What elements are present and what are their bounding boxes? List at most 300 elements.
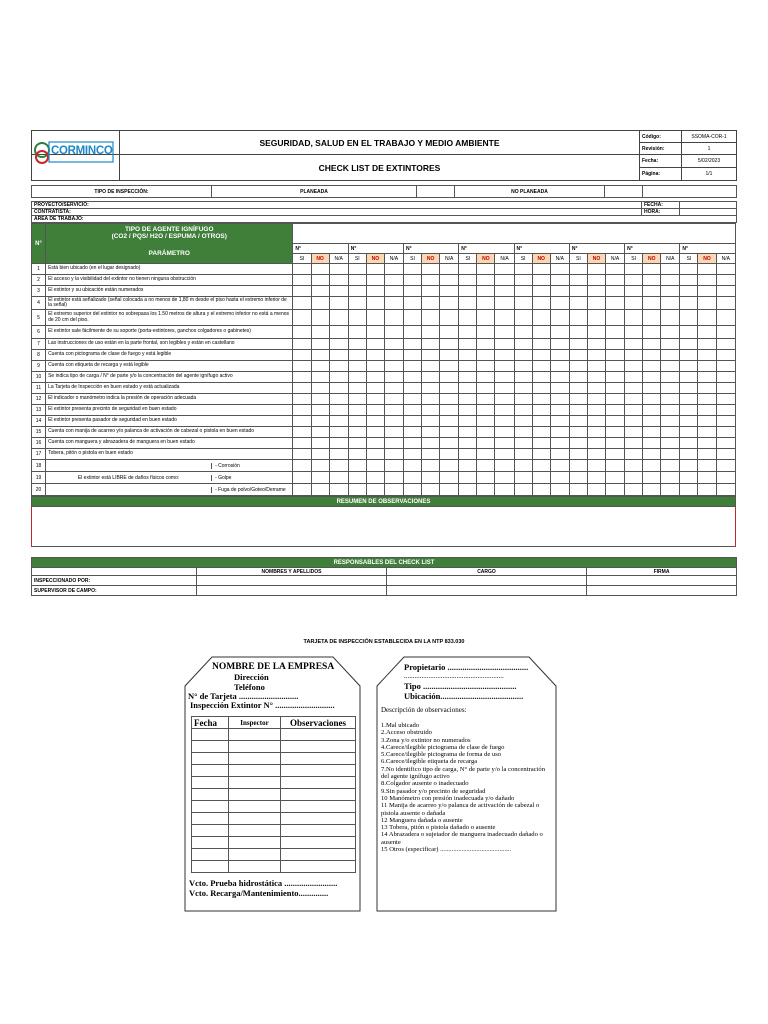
check-cell[interactable] bbox=[477, 416, 495, 427]
check-cell[interactable] bbox=[569, 350, 587, 361]
check-cell[interactable] bbox=[514, 339, 532, 350]
check-cell[interactable] bbox=[477, 427, 495, 438]
check-cell[interactable] bbox=[384, 438, 403, 449]
check-cell[interactable] bbox=[422, 310, 440, 326]
check-cell[interactable] bbox=[403, 427, 421, 438]
check-cell[interactable] bbox=[293, 383, 311, 394]
check-cell[interactable] bbox=[643, 449, 661, 460]
card-log-cell[interactable] bbox=[281, 777, 356, 789]
check-cell[interactable] bbox=[532, 484, 550, 496]
card-log-cell[interactable] bbox=[281, 765, 356, 777]
check-cell[interactable] bbox=[532, 383, 550, 394]
check-cell[interactable] bbox=[680, 472, 698, 484]
check-cell[interactable] bbox=[422, 484, 440, 496]
check-cell[interactable] bbox=[348, 264, 366, 275]
check-cell[interactable] bbox=[477, 275, 495, 286]
check-cell[interactable] bbox=[311, 326, 329, 339]
check-cell[interactable] bbox=[643, 427, 661, 438]
check-cell[interactable] bbox=[514, 427, 532, 438]
check-cell[interactable] bbox=[384, 361, 403, 372]
check-cell[interactable] bbox=[348, 405, 366, 416]
check-cell[interactable] bbox=[293, 372, 311, 383]
check-cell[interactable] bbox=[569, 286, 587, 297]
check-cell[interactable] bbox=[680, 460, 698, 472]
check-cell[interactable] bbox=[716, 416, 735, 427]
check-cell[interactable] bbox=[311, 339, 329, 350]
check-cell[interactable] bbox=[587, 310, 605, 326]
check-cell[interactable] bbox=[587, 275, 605, 286]
check-cell[interactable] bbox=[311, 460, 329, 472]
check-cell[interactable] bbox=[459, 339, 477, 350]
check-cell[interactable] bbox=[459, 372, 477, 383]
check-cell[interactable] bbox=[403, 460, 421, 472]
check-cell[interactable] bbox=[643, 438, 661, 449]
check-cell[interactable] bbox=[680, 264, 698, 275]
check-cell[interactable] bbox=[661, 310, 680, 326]
check-cell[interactable] bbox=[550, 310, 569, 326]
check-cell[interactable] bbox=[716, 460, 735, 472]
check-cell[interactable] bbox=[661, 339, 680, 350]
check-cell[interactable] bbox=[680, 394, 698, 405]
check-cell[interactable] bbox=[698, 449, 716, 460]
check-cell[interactable] bbox=[459, 350, 477, 361]
check-cell[interactable] bbox=[366, 449, 384, 460]
check-cell[interactable] bbox=[366, 484, 384, 496]
check-cell[interactable] bbox=[532, 460, 550, 472]
check-cell[interactable] bbox=[550, 460, 569, 472]
check-cell[interactable] bbox=[477, 438, 495, 449]
check-cell[interactable] bbox=[440, 297, 459, 310]
check-cell[interactable] bbox=[514, 472, 532, 484]
check-cell[interactable] bbox=[422, 286, 440, 297]
card-log-cell[interactable] bbox=[281, 741, 356, 753]
check-cell[interactable] bbox=[366, 372, 384, 383]
check-cell[interactable] bbox=[422, 361, 440, 372]
card-log-cell[interactable] bbox=[229, 801, 281, 813]
check-cell[interactable] bbox=[348, 416, 366, 427]
check-cell[interactable] bbox=[422, 383, 440, 394]
check-cell[interactable] bbox=[495, 438, 514, 449]
check-cell[interactable] bbox=[293, 449, 311, 460]
check-cell[interactable] bbox=[477, 484, 495, 496]
check-cell[interactable] bbox=[587, 326, 605, 339]
check-cell[interactable] bbox=[477, 472, 495, 484]
check-cell[interactable] bbox=[532, 449, 550, 460]
check-cell[interactable] bbox=[366, 339, 384, 350]
check-cell[interactable] bbox=[532, 372, 550, 383]
check-cell[interactable] bbox=[698, 310, 716, 326]
check-cell[interactable] bbox=[716, 449, 735, 460]
check-cell[interactable] bbox=[661, 326, 680, 339]
check-cell[interactable] bbox=[606, 484, 625, 496]
card-log-cell[interactable] bbox=[229, 861, 281, 873]
check-cell[interactable] bbox=[293, 405, 311, 416]
check-cell[interactable] bbox=[495, 416, 514, 427]
check-cell[interactable] bbox=[643, 460, 661, 472]
card-log-cell[interactable] bbox=[281, 753, 356, 765]
check-cell[interactable] bbox=[403, 339, 421, 350]
check-cell[interactable] bbox=[384, 326, 403, 339]
check-cell[interactable] bbox=[403, 310, 421, 326]
check-cell[interactable] bbox=[403, 472, 421, 484]
check-cell[interactable] bbox=[440, 275, 459, 286]
card-log-cell[interactable] bbox=[192, 753, 229, 765]
check-cell[interactable] bbox=[311, 394, 329, 405]
check-cell[interactable] bbox=[661, 350, 680, 361]
check-cell[interactable] bbox=[422, 326, 440, 339]
check-cell[interactable] bbox=[643, 383, 661, 394]
check-cell[interactable] bbox=[311, 264, 329, 275]
check-cell[interactable] bbox=[716, 484, 735, 496]
check-cell[interactable] bbox=[495, 339, 514, 350]
check-cell[interactable] bbox=[532, 326, 550, 339]
card-log-cell[interactable] bbox=[229, 741, 281, 753]
check-cell[interactable] bbox=[459, 361, 477, 372]
check-cell[interactable] bbox=[606, 264, 625, 275]
check-cell[interactable] bbox=[293, 472, 311, 484]
check-cell[interactable] bbox=[661, 484, 680, 496]
check-cell[interactable] bbox=[403, 264, 421, 275]
check-cell[interactable] bbox=[661, 460, 680, 472]
check-cell[interactable] bbox=[440, 460, 459, 472]
check-cell[interactable] bbox=[477, 372, 495, 383]
check-cell[interactable] bbox=[348, 339, 366, 350]
check-cell[interactable] bbox=[459, 394, 477, 405]
check-cell[interactable] bbox=[459, 310, 477, 326]
check-cell[interactable] bbox=[532, 405, 550, 416]
check-cell[interactable] bbox=[698, 416, 716, 427]
card-log-cell[interactable] bbox=[192, 765, 229, 777]
check-cell[interactable] bbox=[366, 350, 384, 361]
check-cell[interactable] bbox=[569, 264, 587, 275]
check-cell[interactable] bbox=[495, 472, 514, 484]
card-log-cell[interactable] bbox=[192, 789, 229, 801]
check-cell[interactable] bbox=[532, 361, 550, 372]
extinguisher-number-cell[interactable]: N° bbox=[680, 244, 736, 254]
card-log-cell[interactable] bbox=[281, 837, 356, 849]
check-cell[interactable] bbox=[680, 326, 698, 339]
check-cell[interactable] bbox=[680, 484, 698, 496]
check-cell[interactable] bbox=[569, 372, 587, 383]
check-cell[interactable] bbox=[532, 286, 550, 297]
check-cell[interactable] bbox=[716, 372, 735, 383]
check-cell[interactable] bbox=[384, 394, 403, 405]
card-log-cell[interactable] bbox=[192, 801, 229, 813]
check-cell[interactable] bbox=[606, 460, 625, 472]
check-cell[interactable] bbox=[643, 286, 661, 297]
check-cell[interactable] bbox=[384, 460, 403, 472]
check-cell[interactable] bbox=[625, 438, 643, 449]
supervisor-name-field[interactable] bbox=[197, 586, 387, 596]
card-log-cell[interactable] bbox=[229, 753, 281, 765]
check-cell[interactable] bbox=[625, 326, 643, 339]
check-cell[interactable] bbox=[606, 383, 625, 394]
check-cell[interactable] bbox=[550, 405, 569, 416]
check-cell[interactable] bbox=[422, 449, 440, 460]
check-cell[interactable] bbox=[440, 372, 459, 383]
check-cell[interactable] bbox=[587, 472, 605, 484]
check-cell[interactable] bbox=[459, 297, 477, 310]
check-cell[interactable] bbox=[459, 383, 477, 394]
check-cell[interactable] bbox=[293, 286, 311, 297]
check-cell[interactable] bbox=[625, 310, 643, 326]
check-cell[interactable] bbox=[587, 383, 605, 394]
check-cell[interactable] bbox=[643, 361, 661, 372]
check-cell[interactable] bbox=[680, 449, 698, 460]
check-cell[interactable] bbox=[569, 460, 587, 472]
check-cell[interactable] bbox=[495, 275, 514, 286]
check-cell[interactable] bbox=[569, 310, 587, 326]
check-cell[interactable] bbox=[514, 449, 532, 460]
check-cell[interactable] bbox=[514, 383, 532, 394]
check-cell[interactable] bbox=[680, 405, 698, 416]
card-log-cell[interactable] bbox=[281, 825, 356, 837]
check-cell[interactable] bbox=[384, 383, 403, 394]
check-cell[interactable] bbox=[366, 394, 384, 405]
check-cell[interactable] bbox=[366, 310, 384, 326]
check-cell[interactable] bbox=[403, 372, 421, 383]
check-cell[interactable] bbox=[698, 472, 716, 484]
check-cell[interactable] bbox=[495, 350, 514, 361]
check-cell[interactable] bbox=[569, 275, 587, 286]
check-cell[interactable] bbox=[680, 350, 698, 361]
check-cell[interactable] bbox=[311, 372, 329, 383]
check-cell[interactable] bbox=[587, 286, 605, 297]
check-cell[interactable] bbox=[606, 297, 625, 310]
check-cell[interactable] bbox=[550, 472, 569, 484]
check-cell[interactable] bbox=[514, 416, 532, 427]
check-cell[interactable] bbox=[366, 416, 384, 427]
check-cell[interactable] bbox=[477, 339, 495, 350]
check-cell[interactable] bbox=[606, 372, 625, 383]
check-cell[interactable] bbox=[348, 275, 366, 286]
check-cell[interactable] bbox=[569, 326, 587, 339]
check-cell[interactable] bbox=[550, 361, 569, 372]
check-cell[interactable] bbox=[440, 472, 459, 484]
check-cell[interactable] bbox=[569, 472, 587, 484]
check-cell[interactable] bbox=[550, 326, 569, 339]
check-cell[interactable] bbox=[661, 297, 680, 310]
check-cell[interactable] bbox=[661, 286, 680, 297]
check-cell[interactable] bbox=[477, 297, 495, 310]
check-cell[interactable] bbox=[403, 416, 421, 427]
check-cell[interactable] bbox=[643, 310, 661, 326]
check-cell[interactable] bbox=[495, 484, 514, 496]
check-cell[interactable] bbox=[514, 310, 532, 326]
extinguisher-number-cell[interactable]: N° bbox=[459, 244, 514, 254]
check-cell[interactable] bbox=[680, 383, 698, 394]
check-cell[interactable] bbox=[698, 350, 716, 361]
check-cell[interactable] bbox=[384, 416, 403, 427]
card-log-cell[interactable] bbox=[229, 729, 281, 741]
check-cell[interactable] bbox=[643, 297, 661, 310]
check-cell[interactable] bbox=[514, 405, 532, 416]
extinguisher-number-cell[interactable]: N° bbox=[348, 244, 403, 254]
check-cell[interactable] bbox=[440, 339, 459, 350]
check-cell[interactable] bbox=[680, 286, 698, 297]
check-cell[interactable] bbox=[625, 275, 643, 286]
check-cell[interactable] bbox=[514, 438, 532, 449]
check-cell[interactable] bbox=[680, 275, 698, 286]
check-cell[interactable] bbox=[348, 472, 366, 484]
check-cell[interactable] bbox=[348, 484, 366, 496]
check-cell[interactable] bbox=[329, 460, 348, 472]
check-cell[interactable] bbox=[422, 472, 440, 484]
check-cell[interactable] bbox=[311, 286, 329, 297]
check-cell[interactable] bbox=[495, 310, 514, 326]
check-cell[interactable] bbox=[311, 275, 329, 286]
check-cell[interactable] bbox=[698, 438, 716, 449]
check-cell[interactable] bbox=[403, 449, 421, 460]
check-cell[interactable] bbox=[698, 361, 716, 372]
check-cell[interactable] bbox=[477, 405, 495, 416]
check-cell[interactable] bbox=[550, 350, 569, 361]
check-cell[interactable] bbox=[514, 350, 532, 361]
check-cell[interactable] bbox=[698, 339, 716, 350]
check-cell[interactable] bbox=[716, 394, 735, 405]
check-cell[interactable] bbox=[366, 264, 384, 275]
check-cell[interactable] bbox=[643, 472, 661, 484]
check-cell[interactable] bbox=[698, 383, 716, 394]
check-cell[interactable] bbox=[569, 438, 587, 449]
check-cell[interactable] bbox=[587, 361, 605, 372]
check-cell[interactable] bbox=[532, 264, 550, 275]
check-cell[interactable] bbox=[550, 416, 569, 427]
check-cell[interactable] bbox=[587, 438, 605, 449]
check-cell[interactable] bbox=[606, 416, 625, 427]
check-cell[interactable] bbox=[514, 361, 532, 372]
check-cell[interactable] bbox=[625, 405, 643, 416]
check-cell[interactable] bbox=[311, 438, 329, 449]
check-cell[interactable] bbox=[311, 484, 329, 496]
check-cell[interactable] bbox=[625, 297, 643, 310]
check-cell[interactable] bbox=[329, 275, 348, 286]
check-cell[interactable] bbox=[514, 394, 532, 405]
card-log-cell[interactable] bbox=[229, 837, 281, 849]
card-log-cell[interactable] bbox=[192, 849, 229, 861]
check-cell[interactable] bbox=[348, 326, 366, 339]
inspected-sign-field[interactable] bbox=[587, 576, 737, 586]
check-cell[interactable] bbox=[366, 472, 384, 484]
check-cell[interactable] bbox=[495, 326, 514, 339]
check-cell[interactable] bbox=[384, 310, 403, 326]
check-cell[interactable] bbox=[661, 472, 680, 484]
check-cell[interactable] bbox=[661, 394, 680, 405]
check-cell[interactable] bbox=[477, 361, 495, 372]
check-cell[interactable] bbox=[625, 339, 643, 350]
check-cell[interactable] bbox=[348, 427, 366, 438]
check-cell[interactable] bbox=[606, 405, 625, 416]
check-cell[interactable] bbox=[348, 372, 366, 383]
check-cell[interactable] bbox=[440, 361, 459, 372]
check-cell[interactable] bbox=[329, 472, 348, 484]
supervisor-role-field[interactable] bbox=[387, 586, 587, 596]
check-cell[interactable] bbox=[311, 427, 329, 438]
check-cell[interactable] bbox=[587, 339, 605, 350]
check-cell[interactable] bbox=[459, 449, 477, 460]
extinguisher-number-cell[interactable]: N° bbox=[569, 244, 624, 254]
check-cell[interactable] bbox=[716, 297, 735, 310]
check-cell[interactable] bbox=[661, 264, 680, 275]
card-log-cell[interactable] bbox=[192, 729, 229, 741]
check-cell[interactable] bbox=[587, 350, 605, 361]
check-cell[interactable] bbox=[569, 449, 587, 460]
card-log-cell[interactable] bbox=[192, 837, 229, 849]
check-cell[interactable] bbox=[293, 275, 311, 286]
check-cell[interactable] bbox=[422, 438, 440, 449]
check-cell[interactable] bbox=[293, 460, 311, 472]
extinguisher-number-cell[interactable]: N° bbox=[403, 244, 458, 254]
check-cell[interactable] bbox=[403, 394, 421, 405]
check-cell[interactable] bbox=[532, 310, 550, 326]
check-cell[interactable] bbox=[587, 484, 605, 496]
check-cell[interactable] bbox=[532, 416, 550, 427]
check-cell[interactable] bbox=[550, 372, 569, 383]
card-log-cell[interactable] bbox=[192, 777, 229, 789]
check-cell[interactable] bbox=[495, 394, 514, 405]
check-cell[interactable] bbox=[311, 416, 329, 427]
check-cell[interactable] bbox=[550, 449, 569, 460]
check-cell[interactable] bbox=[440, 416, 459, 427]
check-cell[interactable] bbox=[569, 394, 587, 405]
check-cell[interactable] bbox=[422, 264, 440, 275]
check-cell[interactable] bbox=[366, 438, 384, 449]
check-cell[interactable] bbox=[625, 264, 643, 275]
check-cell[interactable] bbox=[606, 449, 625, 460]
check-cell[interactable] bbox=[625, 472, 643, 484]
check-cell[interactable] bbox=[680, 427, 698, 438]
check-cell[interactable] bbox=[495, 427, 514, 438]
check-cell[interactable] bbox=[293, 339, 311, 350]
check-cell[interactable] bbox=[366, 405, 384, 416]
check-cell[interactable] bbox=[569, 361, 587, 372]
check-cell[interactable] bbox=[643, 326, 661, 339]
check-cell[interactable] bbox=[366, 297, 384, 310]
check-cell[interactable] bbox=[643, 350, 661, 361]
check-cell[interactable] bbox=[643, 416, 661, 427]
check-cell[interactable] bbox=[587, 394, 605, 405]
check-cell[interactable] bbox=[440, 383, 459, 394]
check-cell[interactable] bbox=[532, 339, 550, 350]
check-cell[interactable] bbox=[606, 438, 625, 449]
check-cell[interactable] bbox=[625, 394, 643, 405]
check-cell[interactable] bbox=[550, 297, 569, 310]
check-cell[interactable] bbox=[329, 310, 348, 326]
check-cell[interactable] bbox=[514, 372, 532, 383]
check-cell[interactable] bbox=[311, 405, 329, 416]
check-cell[interactable] bbox=[348, 297, 366, 310]
check-cell[interactable] bbox=[403, 484, 421, 496]
check-cell[interactable] bbox=[716, 350, 735, 361]
extinguisher-number-cell[interactable]: N° bbox=[625, 244, 680, 254]
check-cell[interactable] bbox=[698, 372, 716, 383]
check-cell[interactable] bbox=[661, 361, 680, 372]
check-cell[interactable] bbox=[311, 297, 329, 310]
card-log-cell[interactable] bbox=[229, 789, 281, 801]
check-cell[interactable] bbox=[311, 449, 329, 460]
check-cell[interactable] bbox=[661, 405, 680, 416]
check-cell[interactable] bbox=[680, 297, 698, 310]
check-cell[interactable] bbox=[606, 394, 625, 405]
check-cell[interactable] bbox=[698, 286, 716, 297]
check-cell[interactable] bbox=[329, 484, 348, 496]
check-cell[interactable] bbox=[293, 297, 311, 310]
check-cell[interactable] bbox=[606, 472, 625, 484]
check-cell[interactable] bbox=[643, 372, 661, 383]
check-cell[interactable] bbox=[366, 326, 384, 339]
check-cell[interactable] bbox=[495, 372, 514, 383]
check-cell[interactable] bbox=[550, 275, 569, 286]
